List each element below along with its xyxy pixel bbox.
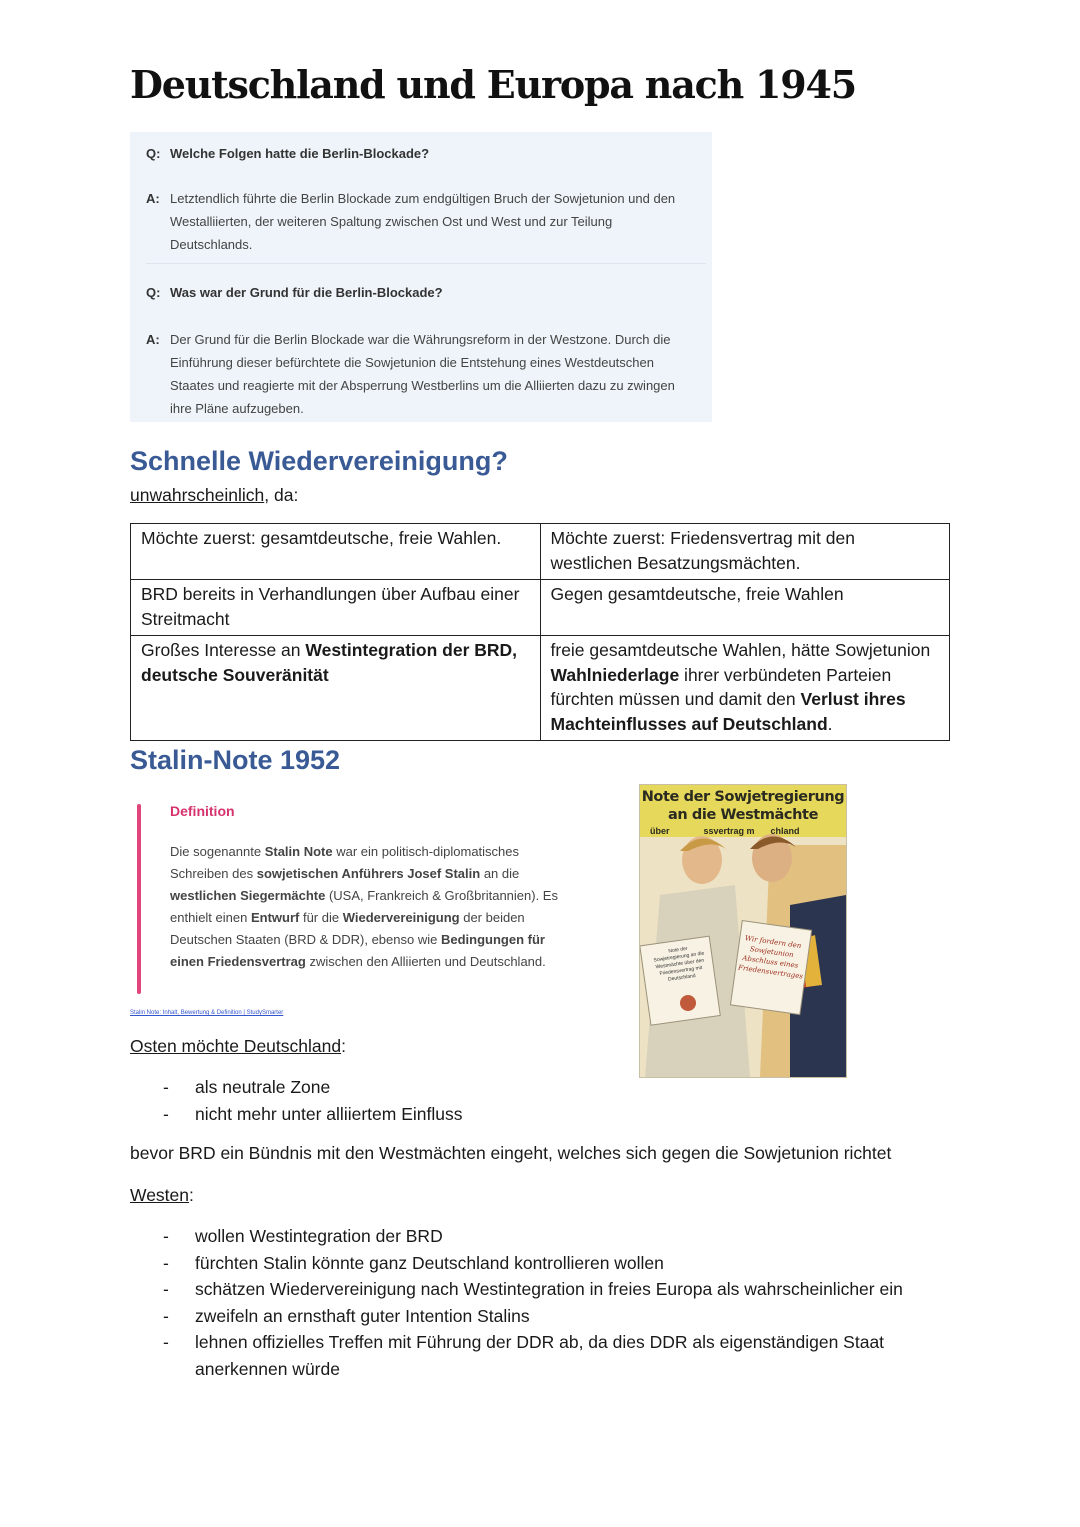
faq-question: Q: Was war der Grund für die Berlin-Blockade? — [146, 285, 443, 300]
table-cell: Großes Interesse an Westintegration der BRD, deutsche Souveränität — [131, 636, 541, 741]
poster-subtitle: über ssvertrag m chland — [650, 826, 800, 836]
table-cell: BRD bereits in Verhandlungen über Aufbau einer Streitmacht — [131, 580, 541, 636]
section-subtitle: unwahrscheinlich, da: — [130, 485, 299, 505]
table-row — [131, 636, 950, 741]
list-item: - lehnen offizielles Treffen mit Führung der DDR ab, da dies DDR als eigenständigen Staat anerkennen würde — [130, 1329, 950, 1382]
west-list — [130, 1223, 950, 1382]
table-cell: Möchte zuerst: gesamtdeutsche, freie Wahlen. — [131, 524, 541, 580]
faq-answer: A: Letztendlich führte die Berlin Blockade zum endgültigen Bruch der Sowjetunion und den Westalliierten, der weiteren Spaltung zwischen Ost und West und zur Teilung Deutschlands. — [146, 191, 676, 252]
list-item: - zweifeln an ernsthaft guter Intention Stalins — [130, 1303, 950, 1330]
table-row — [131, 580, 950, 636]
poster-paper-left: Note der Sowjetregierung an die Westmächte über den Friedensvertrag mit Deutschland — [653, 945, 705, 983]
faq-answer: A: Der Grund für die Berlin Blockade war die Währungsreform in der Westzone. Durch die Einführung dieser befürchtete die Sowjetunion die Entstehung eines Westdeutschen Staates und reagierte mit der Absperrung Westberlins um die Alliierten dazu zu zwingen ihre Pläne aufzugeben. — [146, 332, 675, 416]
page-title: Deutschland und Europa nach 1945 — [130, 62, 856, 107]
east-note: bevor BRD ein Bündnis mit den Westmächten eingeht, welches sich gegen die Sowjetunion richtet — [130, 1143, 892, 1163]
table-cell: Gegen gesamtdeutsche, freie Wahlen — [540, 580, 950, 636]
list-item: - fürchten Stalin könnte ganz Deutschland kontrollieren wollen — [130, 1250, 950, 1277]
definition-accent-bar — [137, 804, 141, 994]
list-item: - wollen Westintegration der BRD — [130, 1223, 950, 1250]
list-item: - als neutrale Zone — [130, 1074, 830, 1101]
comparison-table — [130, 523, 950, 741]
list-item: - nicht mehr unter alliiertem Einfluss — [130, 1101, 830, 1128]
faq-question: Q: Welche Folgen hatte die Berlin-Blockade? — [146, 146, 430, 161]
poster-title: Note der Sowjetregierung an die Westmächte — [641, 789, 845, 823]
definition-box — [130, 800, 590, 1000]
table-cell: Möchte zuerst: Friedensvertrag mit den westlichen Besatzungsmächten. — [540, 524, 950, 580]
faq-box — [130, 132, 712, 422]
east-list — [130, 1074, 830, 1127]
definition-label: Definition — [170, 803, 235, 819]
source-link[interactable]: Stalin Note: Inhalt, Bewertung & Definition | StudySmarter — [130, 1010, 284, 1016]
section-heading-wiedervereinigung: Schnelle Wiedervereinigung? — [130, 446, 508, 476]
west-heading: Westen: — [130, 1185, 194, 1205]
poster-paper-right: Wir fordern den Sowjetunion Abschluss eines Friedensvertrages — [737, 934, 804, 981]
table-row — [131, 524, 950, 580]
east-heading: Osten möchte Deutschland: — [130, 1036, 346, 1056]
faq-divider — [146, 263, 706, 264]
definition-text: Die sogenannte Stalin Note war ein politisch-diplomatisches Schreiben des sowjetischen Anführers Josef Stalin an die westlichen Siegermächte (USA, Frankreich & Großbritannien). Es enthielt einen Entwurf für die Wiedervereinigung der beiden Deutschen Staaten (BRD & DDR), ebenso wie Bedingungen für einen Friedensvertrag zwischen den Alliierten und Deutschland. — [170, 844, 558, 969]
stalin-note-poster — [639, 784, 847, 1078]
list-item: - schätzen Wiedervereinigung nach Westintegration in freies Europa als wahrscheinlicher ein — [130, 1276, 950, 1303]
section-heading-stalin-note: Stalin-Note 1952 — [130, 745, 341, 775]
table-cell: freie gesamtdeutsche Wahlen, hätte Sowjetunion Wahlniederlage ihrer verbündeten Parteien fürchten müssen und damit den Verlust ihres Machteinflusses auf Deutschland. — [540, 636, 950, 741]
